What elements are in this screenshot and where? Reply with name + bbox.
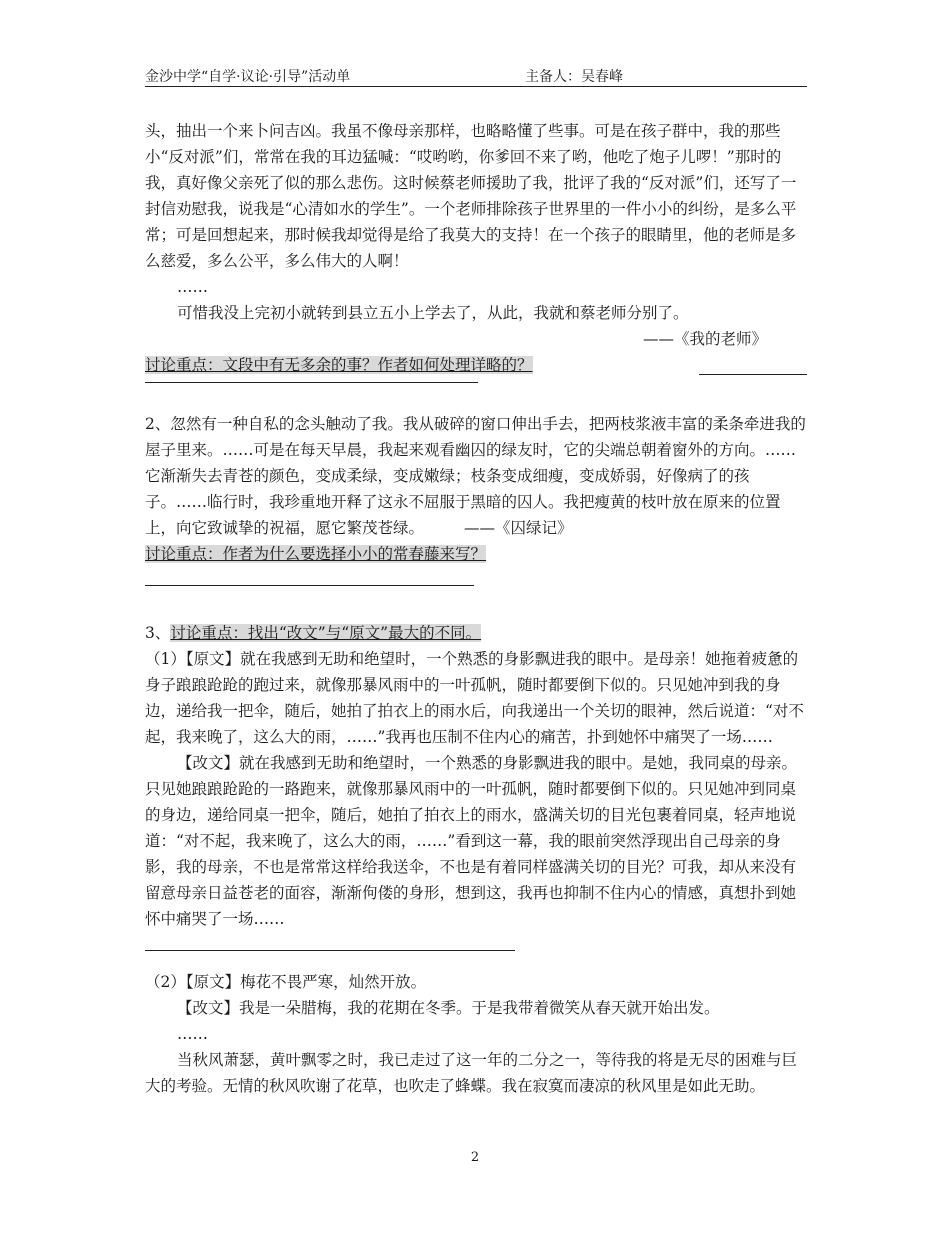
section2-paragraph	[145, 411, 807, 541]
answer-line	[699, 374, 807, 375]
section2-source: ——《囚绿记》	[464, 519, 573, 537]
section3-heading	[145, 620, 807, 646]
header-left: 金沙中学“自学·议论·引导”活动单	[145, 69, 351, 85]
page-number: 2	[470, 1150, 480, 1165]
section1-discussion: 讨论重点：文段中有无多余的事？作者如何处理详略的？	[145, 356, 533, 374]
item2-paragraph: 当秋风萧瑟，黄叶飘零之时，我已走过了这一年的二分之一，等待我的将是无尽的困难与巨大的考验。无情的秋风吹谢了花草，也吹走了蜂蝶。我在寂寞而凄凉的秋风里是如此无助。	[145, 1051, 798, 1095]
header-rule	[145, 86, 807, 87]
section3-discussion: 讨论重点：找出“改文”与“原文”最大的不同。	[170, 624, 482, 642]
item2-ellipsis: ……	[177, 1025, 208, 1043]
section1-source: ——《我的老师》	[642, 330, 767, 348]
section1-discussion-row	[145, 352, 807, 378]
section1-ellipsis: ……	[177, 278, 208, 296]
item1-original: （1）【原文】就在我感到无助和绝望时，一个熟悉的身影飘进我的眼中。是母亲！她拖着疲惫的身子踉踉跄跄的跑过来，就像那暴风雨中的一叶孤帆，随时都要倒下似的。只见她冲到我的身边，递给我一把伞，随后，她拍了拍衣上的雨水后，向我递出一个关切的眼神，然后说道：“对不起，我来晚了，这么大的雨，……”我再也压制不住内心的痛苦，扑到她怀中痛哭了一场……	[145, 650, 804, 746]
section1-paragraph: 头，抽出一个来卜问吉凶。我虽不像母亲那样，也略略懂了些事。可是在孩子群中，我的那些小“反对派”们，常常在我的耳边猛喊：“哎哟哟，你爹回不来了哟，他吃了炮子儿啰！”那时的我，真好像父亲死了似的那么悲伤。这时候蔡老师援助了我，批评了我的“反对派”们，还写了一封信劝慰我，说我是“心清如水的学生”。一个老师排除孩子世界里的一件小小的纠纷，是多么平常；可是回想起来，那时候我却觉得是给了我莫大的支持！在一个孩子的眼睛里，他的老师是多么慈爱，多么公平，多么伟大的人啊！	[145, 122, 797, 270]
section3-number: 3、	[145, 624, 171, 642]
item2-revised: 【改文】我是一朵腊梅，我的花期在冬季。于是我带着微笑从春天就开始出发。	[177, 999, 720, 1017]
item2-original: （2）【原文】梅花不畏严寒，灿然开放。	[145, 973, 427, 991]
item1-revised: 【改文】就在我感到无助和绝望时，一个熟悉的身影飘进我的眼中。是她，我同桌的母亲。只见她踉踉跄跄的一路跑来，就像那暴风雨中的一叶孤帆，随时都要倒下似的。只见她冲到同桌的身边，递给同桌一把伞，随后，她拍了拍衣上的雨水，盛满关切的目光包裹着同桌，轻声地说道：“对不起，我来晚了，这么大的雨，……”看到这一幕，我的眼前突然浮现出自己母亲的身影，我的母亲，不也是常常这样给我送伞，不也是有着同样盛满关切的目光？可我，却从来没有留意母亲日益苍老的面容，渐渐佝偻的身形，想到这，我再也抑制不住内心的情感，真想扑到她怀中痛哭了一场……	[145, 754, 798, 928]
section2-discussion: 讨论重点：作者为什么要选择小小的常春藤来写？	[145, 545, 487, 563]
document-body	[145, 118, 807, 1099]
section1-paragraph2: 可惜我没上完初小就转到县立五小上学去了，从此，我就和蔡老师分别了。	[177, 304, 689, 322]
section2-text: 2、忽然有一种自私的念头触动了我。我从破碎的窗口伸出手去，把两枝浆液丰富的柔条牵进我的屋子里来。……可是在每天早晨，我起来观看幽囚的绿友时，它的尖端总朝着窗外的方向。……它渐渐失去青苍的颜色，变成柔绿，变成嫩绿；枝条变成细瘦，变成娇弱，好像病了的孩子。……临行时，我珍重地开释了这永不屈服于黑暗的囚人。我把瘦黄的枝叶放在原来的位置上，向它致诚挚的祝福，愿它繁茂苍绿。	[145, 415, 806, 537]
header-right: 主备人：吴春峰	[525, 69, 623, 85]
